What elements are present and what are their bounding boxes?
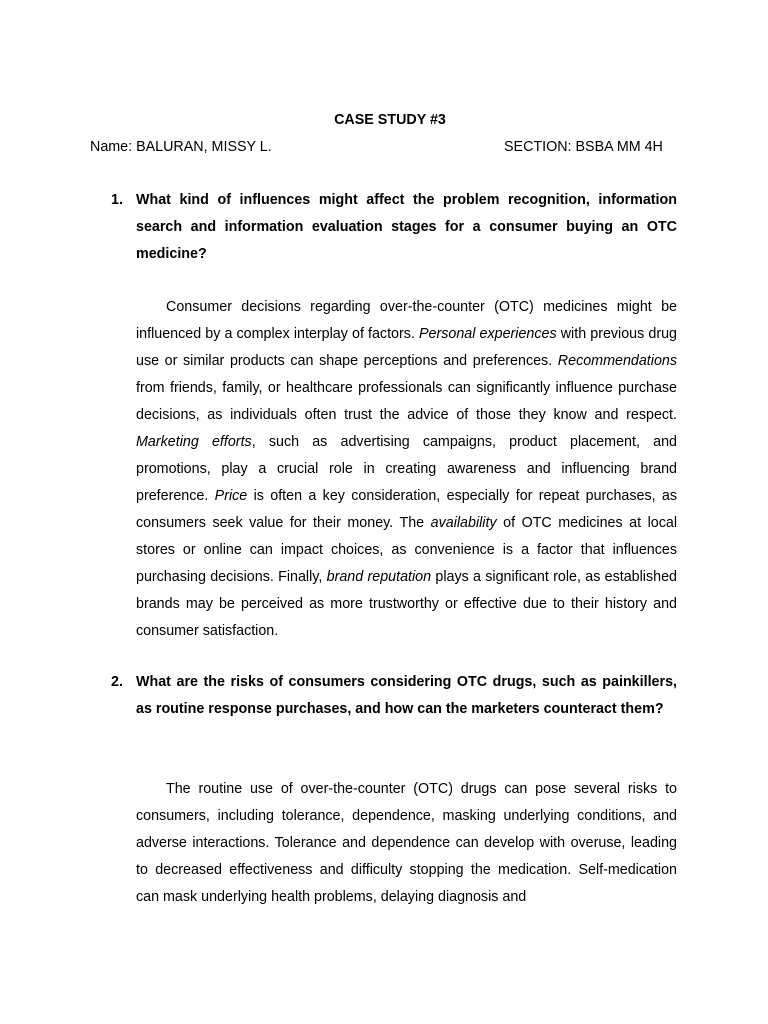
answer-text: , such as advertising campaigns, product placement, and promotions, play a crucial role in creating awareness and influencing brand preference. bbox=[136, 434, 677, 504]
question-2 bbox=[111, 669, 677, 723]
answer-text: Consumer decisions regarding over-the-counter (OTC) medicines might be influenced by a complex interplay of factors. bbox=[136, 299, 677, 342]
answer-emphasis: availability bbox=[430, 515, 497, 531]
question-1 bbox=[111, 187, 677, 268]
answer-emphasis: Price bbox=[214, 488, 248, 504]
question-number: 2. bbox=[111, 674, 123, 690]
answer-text: The routine use of over-the-counter (OTC) drugs can pose several risks to consumers, including tolerance, dependence, masking underlying conditions, and adverse interactions. Tolerance and dependence can develop with overuse, leading to decreased effectiveness and difficulty stopping the medication. Self-medication can mask underlying health problems, delaying diagnosis and bbox=[136, 781, 677, 905]
answer-2 bbox=[136, 776, 677, 911]
student-section: SECTION: BSBA MM 4H bbox=[504, 139, 663, 155]
question-number: 1. bbox=[111, 192, 123, 208]
answer-emphasis: Personal experiences bbox=[419, 326, 557, 342]
student-name: Name: BALURAN, MISSY L. bbox=[90, 139, 272, 155]
answer-emphasis: Recommendations bbox=[557, 353, 677, 369]
answer-1 bbox=[136, 294, 677, 645]
answer-text: from friends, family, or healthcare professionals can significantly influence purchase decisions, as individuals often trust the advice of those they know and respect. bbox=[136, 380, 677, 423]
answer-text: of OTC medicines at local stores or online can impact choices, as convenience is a factor that influences purchasing decisions. Finally, bbox=[136, 515, 677, 585]
answer-text: plays a significant role, as established brands may be perceived as more trustworthy or effective due to their history and consumer satisfaction. bbox=[136, 569, 677, 639]
question-text: What kind of influences might affect the problem recognition, information search and information evaluation stages for a consumer buying an OTC medicine? bbox=[136, 192, 677, 262]
answer-emphasis: brand reputation bbox=[326, 569, 432, 585]
document-title: CASE STUDY #3 bbox=[334, 112, 446, 128]
answer-emphasis: Marketing efforts bbox=[136, 434, 252, 450]
answer-text: with previous drug use or similar products can shape perceptions and preferences. bbox=[136, 326, 677, 369]
answer-text: is often a key consideration, especially for repeat purchases, as consumers seek value for their money. The bbox=[136, 488, 678, 531]
question-text: What are the risks of consumers considering OTC drugs, such as painkillers, as routine response purchases, and how can the marketers counteract them? bbox=[136, 674, 677, 717]
